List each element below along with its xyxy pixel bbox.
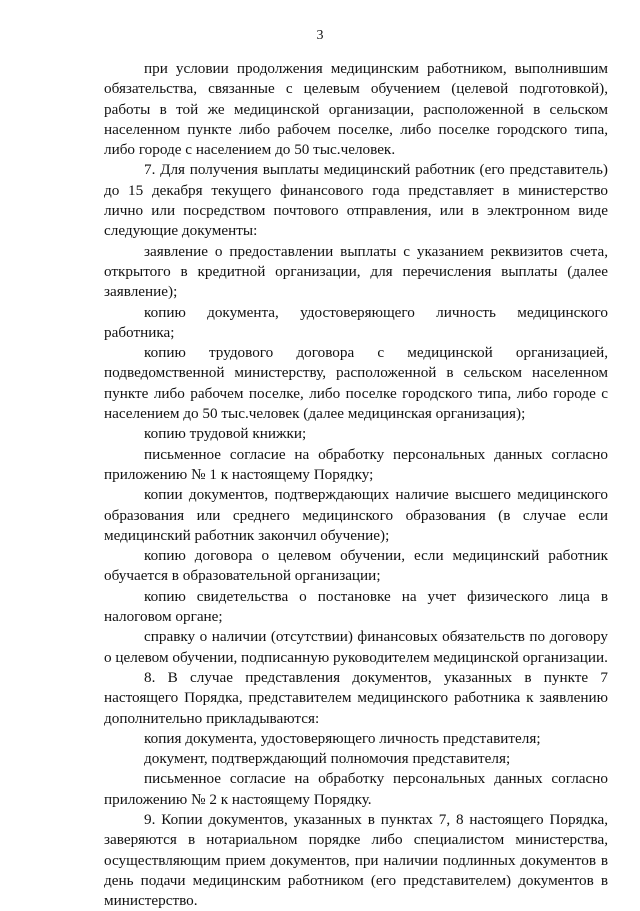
paragraph: документ, подтверждающий полномочия представителя; — [144, 750, 511, 768]
paragraph: заявление о предоставлении выплаты с указанием реквизитов счета, открытого в кредитной организации, для перечисления выплаты (далее заявление); — [104, 242, 608, 301]
paragraph: 9. Копии документов, указанных в пунктах 7, 8 настоящего Порядка, заверяются в нотариальном порядке либо специалистом министерства, осуществляющим прием документов, при наличии подлинных документов в день подачи медицинским работником (его представителем) документов в министерство. — [104, 810, 608, 910]
paragraph: копию трудового договора с медицинской организацией, подведомственной министерству, расположенной в сельском населенном пункте либо рабочем поселке, либо поселке городского типа, либо городе с населением до 50 тыс.человек (далее медицинская организация); — [104, 344, 608, 423]
paragraph: копия документа, удостоверяющего личность представителя; — [144, 729, 541, 747]
document-body — [104, 59, 608, 911]
paragraph: письменное согласие на обработку персональных данных согласно приложению № 1 к настоящему Порядку; — [104, 445, 608, 483]
paragraph: копию договора о целевом обучении, если медицинский работник обучается в образовательной организации; — [104, 547, 608, 585]
page-number: 3 — [316, 28, 324, 43]
paragraph: копию трудовой книжки; — [144, 425, 307, 443]
paragraph: справку о наличии (отсутствии) финансовых обязательств по договору о целевом обучении, подписанную руководителем медицинской организации. — [104, 628, 608, 666]
paragraph: копии документов, подтверждающих наличие высшего медицинского образования или среднего медицинского образования (в случае если медицинский работник закончил обучение); — [104, 486, 608, 544]
paragraph: 8. В случае представления документов, указанных в пункте 7 настоящего Порядка, представителем медицинского работника к заявлению дополнительно прикладываются: — [104, 668, 608, 727]
paragraph: при условии продолжения медицинским работником, выполнившим обязательства, связанные с целевым обучением (целевой подготовкой), работы в той же медицинской организации, расположенной в сельском населенном пункте либо рабочем поселке, либо поселке городского типа, либо городе с населением до 50 тыс.человек. — [104, 60, 608, 159]
paragraph: 7. Для получения выплаты медицинский работник (его представитель) до 15 декабря текущего финансового года представляет в министерство лично или посредством почтового отправления, или в электронном виде следующие документы: — [104, 161, 608, 240]
paragraph: копию свидетельства о постановке на учет физического лица в налоговом органе; — [104, 587, 608, 626]
paragraph: копию документа, удостоверяющего личность медицинского работника; — [104, 303, 608, 341]
paragraph: письменное согласие на обработку персональных данных согласно приложению № 2 к настоящему Порядку. — [104, 770, 608, 808]
